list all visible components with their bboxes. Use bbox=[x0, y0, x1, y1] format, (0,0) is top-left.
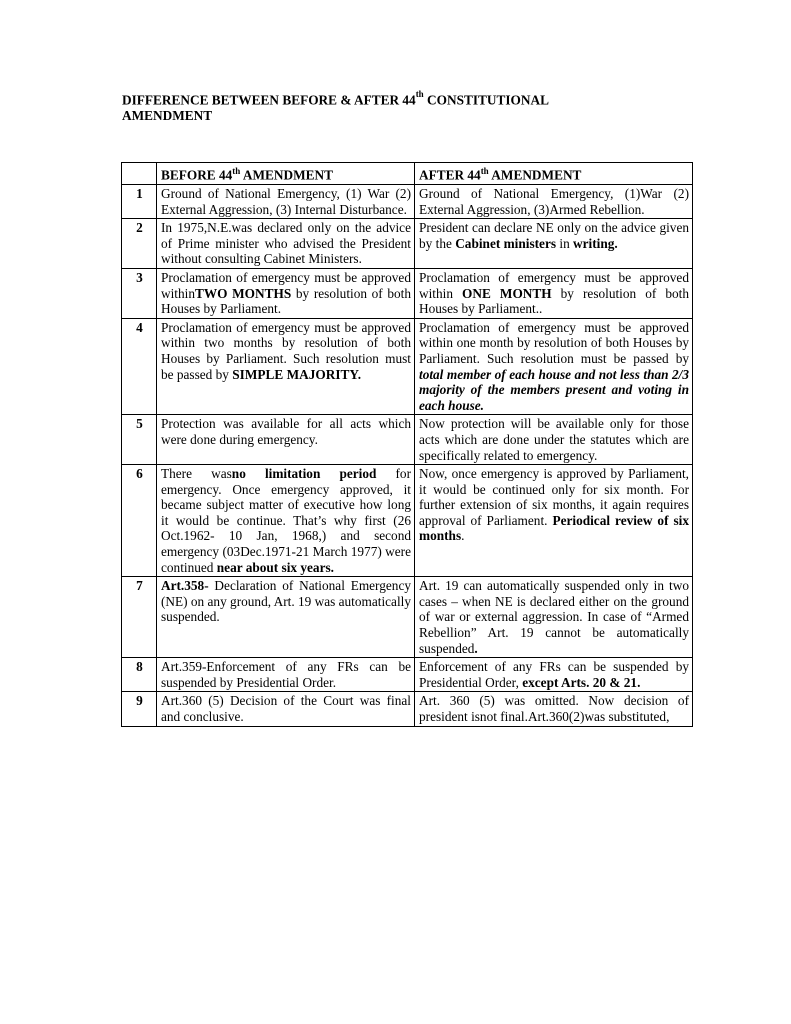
table-row bbox=[122, 692, 693, 726]
cell-text-segment: Periodical review of six months bbox=[419, 512, 689, 544]
cell-text-segment: writing. bbox=[573, 235, 618, 251]
header-after-prefix: AFTER 44 bbox=[419, 167, 481, 183]
row-number: 2 bbox=[122, 219, 157, 269]
cell-after-amendment bbox=[415, 465, 693, 577]
header-before-sup: th bbox=[232, 166, 241, 176]
row-number: 5 bbox=[122, 415, 157, 465]
cell-text-segment: by resolution of both Houses by Parliament.. bbox=[419, 285, 689, 317]
cell-before-amendment bbox=[157, 577, 415, 658]
title-line1-sup: th bbox=[415, 89, 424, 99]
cell-text-segment: Protection was available for all acts which were done during emergency. bbox=[161, 416, 411, 447]
cell-text-segment: Proclamation of emergency must be approved within bbox=[161, 269, 411, 301]
cell-text-segment: There was bbox=[161, 466, 232, 482]
cell-text-segment: Ground of National Emergency, (1) War (2) External Aggression, (3) Internal Disturbance. bbox=[161, 186, 411, 217]
cell-before-amendment bbox=[157, 219, 415, 269]
header-after-sup: th bbox=[480, 166, 489, 176]
header-number bbox=[122, 163, 157, 185]
table-body bbox=[122, 185, 693, 727]
cell-after-amendment bbox=[415, 577, 693, 658]
cell-after-amendment bbox=[415, 415, 693, 465]
title-line2-text: AMENDMENT bbox=[122, 108, 213, 124]
cell-text-segment: Proclamation of emergency must be approved within one month by resolution of both Houses by Parliament. Such resolution must be passed by bbox=[419, 319, 689, 366]
row-number: 6 bbox=[122, 465, 157, 577]
cell-text-segment: Art.360 (5) Decision of the Court was final and conclusive. bbox=[161, 693, 411, 725]
header-before-prefix: BEFORE 44 bbox=[161, 167, 233, 183]
table-row bbox=[122, 415, 693, 465]
title-line1-text: DIFFERENCE BETWEEN BEFORE & AFTER 44 bbox=[122, 92, 416, 108]
cell-text-segment: Cabinet ministers bbox=[455, 235, 557, 251]
cell-text-segment: Art. 19 can automatically suspended only in two cases – when NE is declared either on the ground of war or external aggression. In case of “Armed Rebellion” Art. 19 cannot be automatically suspended bbox=[419, 578, 689, 656]
title-line1-tail: CONSTITUTIONAL bbox=[423, 92, 549, 108]
cell-after-amendment bbox=[415, 219, 693, 269]
cell-before-amendment bbox=[157, 268, 415, 318]
header-before-amendment bbox=[157, 163, 415, 185]
cell-before-amendment bbox=[157, 185, 415, 219]
cell-after-amendment bbox=[415, 658, 693, 692]
cell-text-segment: SIMPLE MAJORITY. bbox=[232, 366, 362, 382]
cell-before-amendment bbox=[157, 465, 415, 577]
cell-text-segment: Enforcement of any FRs can be suspended by Presidential Order, bbox=[419, 659, 689, 690]
row-number: 1 bbox=[122, 185, 157, 219]
document-title bbox=[122, 88, 682, 124]
cell-text-segment: Declaration of National Emergency (NE) on any ground, Art. 19 was automatically suspended. bbox=[161, 578, 411, 625]
row-number: 7 bbox=[122, 577, 157, 658]
cell-text-segment: Now, once emergency is approved by Parliament, it would be continued only for six month. For further extension of six months, it again requires approval of Parliament. bbox=[419, 466, 689, 528]
cell-text-segment: Ground of National Emergency, (1)War (2) External Aggression, (3)Armed Rebellion. bbox=[419, 186, 689, 217]
cell-text-segment: Art.358- bbox=[161, 578, 209, 594]
cell-text-segment: Art. 360 (5) was omitted. Now decision of president isnot final.Art.360(2)was substituted, bbox=[419, 693, 689, 725]
header-before-suffix: AMENDMENT bbox=[240, 167, 334, 183]
cell-text-segment: for emergency. Once emergency approved, it became subject matter of executive how long it would be continue. That’s why first (26 Oct.1962- 10 Jan, 1968,) and second emergency (03Dec.1971-21 March 1977) were continued bbox=[161, 466, 411, 575]
table-row bbox=[122, 185, 693, 219]
cell-after-amendment bbox=[415, 268, 693, 318]
comparison-table bbox=[121, 162, 693, 727]
cell-after-amendment bbox=[415, 318, 693, 415]
cell-after-amendment bbox=[415, 692, 693, 726]
cell-before-amendment bbox=[157, 415, 415, 465]
cell-after-amendment bbox=[415, 185, 693, 219]
row-number: 9 bbox=[122, 692, 157, 726]
cell-text-segment: Proclamation of emergency must be approved within bbox=[419, 269, 689, 301]
cell-before-amendment bbox=[157, 692, 415, 726]
row-number: 4 bbox=[122, 318, 157, 415]
cell-before-amendment bbox=[157, 318, 415, 415]
cell-text-segment: no limitation period bbox=[231, 466, 377, 482]
header-after-amendment bbox=[415, 163, 693, 185]
cell-text-segment: total member of each house and not less than 2/3 majority of the members present and voting in each house. bbox=[419, 366, 689, 413]
cell-text-segment: Proclamation of emergency must be approved within two months by resolution of both Houses by Parliament. Such resolution must be passed by bbox=[161, 319, 411, 382]
cell-text-segment: in bbox=[556, 235, 574, 251]
row-number: 8 bbox=[122, 658, 157, 692]
cell-text-segment: . bbox=[474, 640, 478, 656]
cell-before-amendment bbox=[157, 658, 415, 692]
cell-text-segment: near about six years. bbox=[216, 559, 334, 575]
cell-text-segment: TWO MONTHS bbox=[194, 285, 292, 301]
table-row bbox=[122, 577, 693, 658]
cell-text-segment: except Arts. 20 & 21. bbox=[522, 674, 641, 690]
cell-text-segment: Now protection will be available only for those acts which are done under the statutes which are specifically related to emergency. bbox=[419, 416, 689, 463]
table-row bbox=[122, 658, 693, 692]
table-row bbox=[122, 465, 693, 577]
table-row bbox=[122, 219, 693, 269]
cell-text-segment: President can declare NE only on the advice given by the bbox=[419, 220, 689, 251]
table-row bbox=[122, 268, 693, 318]
header-after-suffix: AMENDMENT bbox=[488, 167, 582, 183]
table-header-row bbox=[122, 163, 693, 185]
cell-text-segment: In 1975,N.E.was declared only on the advice of Prime minister who advised the President without consulting Cabinet Ministers. bbox=[161, 220, 411, 267]
cell-text-segment: ONE MONTH bbox=[462, 285, 552, 301]
cell-text-segment: . bbox=[461, 528, 465, 544]
cell-text-segment: by resolution of both Houses by Parliament. bbox=[161, 285, 412, 317]
cell-text-segment: Art.359-Enforcement of any FRs can be suspended by Presidential Order. bbox=[161, 659, 411, 690]
row-number: 3 bbox=[122, 268, 157, 318]
table-row bbox=[122, 318, 693, 415]
